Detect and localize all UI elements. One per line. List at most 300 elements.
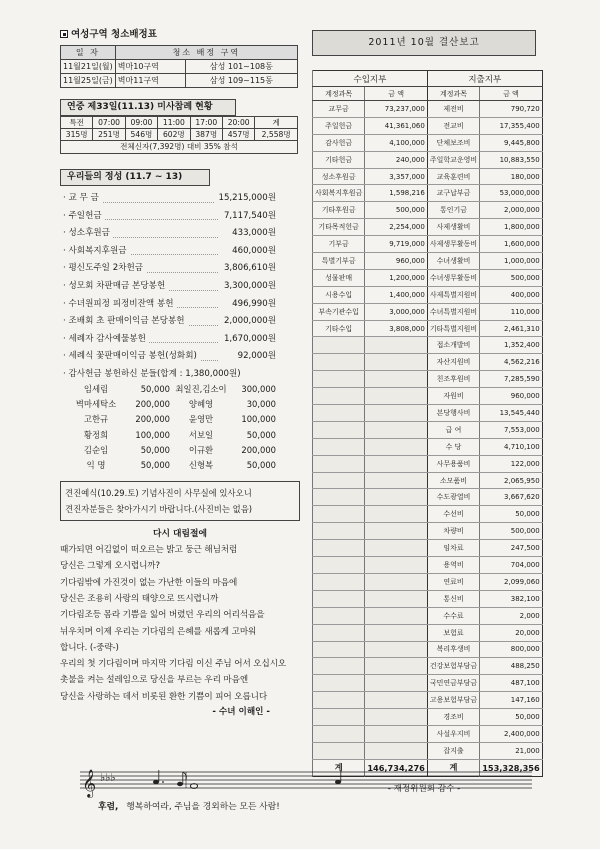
donor-name: 이규환 xyxy=(188,444,214,455)
income-account-empty xyxy=(313,472,365,489)
table-row xyxy=(68,443,288,458)
table-row xyxy=(313,185,543,202)
expense-account: 복리후생비 xyxy=(427,641,479,658)
table-row xyxy=(313,557,543,574)
expense-account: 수 당 xyxy=(427,438,479,455)
table-row xyxy=(313,692,543,709)
thanks-title: · 감사헌금 봉헌하신 분들(합계 : 1,380,000원) xyxy=(63,368,241,379)
expense-account: 단체보조비 xyxy=(427,134,479,151)
notice-line: 견진자분들은 찾아가시기 바랍니다.(사진비는 없음) xyxy=(65,504,253,515)
donation-list xyxy=(60,190,298,366)
expense-amount: 2,461,310 xyxy=(480,320,543,337)
income-account-empty xyxy=(313,540,365,557)
list-item xyxy=(60,278,298,296)
expense-account: 주일학교운영비 xyxy=(427,151,479,168)
expense-account: 기타특별지원비 xyxy=(427,320,479,337)
donation-amount: 3,300,000원 xyxy=(221,278,276,296)
expense-amount: 20,000 xyxy=(480,624,543,641)
donor-amount: 300,000 xyxy=(241,383,276,394)
poem-line: 당신은 그렇게 오시렵니까? xyxy=(60,561,160,572)
expense-amount: 247,500 xyxy=(480,540,543,557)
mass-header-cell: 17:00 xyxy=(190,117,222,129)
table-row xyxy=(313,489,543,506)
income-account-empty xyxy=(313,641,365,658)
finance-table xyxy=(312,70,543,777)
refrain-label: 후렴, xyxy=(98,802,119,812)
income-amount-empty xyxy=(365,624,428,641)
finance-title: 2011년 10월 결산보고 xyxy=(312,30,536,56)
list-item xyxy=(60,296,298,314)
table-row xyxy=(313,624,543,641)
expense-account: 접소개발비 xyxy=(427,337,479,354)
income-amount: 4,100,000 xyxy=(365,134,428,151)
note-icon xyxy=(177,782,183,786)
expense-header: 지출지부 xyxy=(427,71,542,87)
income-amount: 3,357,000 xyxy=(365,168,428,185)
left-column xyxy=(60,28,298,719)
income-account: 성물판매 xyxy=(313,269,365,286)
expense-amount: 9,445,800 xyxy=(480,134,543,151)
expense-amount: 2,400,000 xyxy=(480,725,543,742)
income-account: 기부금 xyxy=(313,236,365,253)
expense-amount: 50,000 xyxy=(480,506,543,523)
cleaning-header-date: 일 자 xyxy=(61,46,116,60)
music-notation xyxy=(62,764,538,804)
expense-account: 수수료 xyxy=(427,607,479,624)
donor-name: 양혜영 xyxy=(188,399,214,410)
table-row xyxy=(313,303,543,320)
income-account: 교무금 xyxy=(313,101,365,118)
table-row xyxy=(313,117,543,134)
donation-amount: 7,117,540원 xyxy=(221,208,276,226)
table-row xyxy=(313,354,543,371)
table-row xyxy=(313,675,543,692)
expense-account: 고용보험부담금 xyxy=(427,692,479,709)
income-amount-empty xyxy=(365,455,428,472)
expense-account: 수도광열비 xyxy=(427,489,479,506)
list-item xyxy=(60,225,298,243)
finance-signature: - 재정위원회 감수 - xyxy=(387,783,461,794)
donation-amount: 460,000원 xyxy=(229,243,276,261)
expense-account: 건강보험부담금 xyxy=(427,658,479,675)
poem-author: - 수녀 이해인 - xyxy=(212,707,270,718)
mass-table xyxy=(60,116,298,141)
expense-subheader-amount: 금 액 xyxy=(480,87,543,101)
notice-line: 견진예식(10.29.토) 기념사진이 사무실에 있사오니 xyxy=(65,488,252,499)
table-row xyxy=(313,658,543,675)
expense-amount: 2,000,000 xyxy=(480,202,543,219)
total-label: 계 xyxy=(313,759,365,776)
mass-total: 전체신자(7,392명) 대비 35% 참석 xyxy=(60,141,298,154)
expense-account: 제전비 xyxy=(427,101,479,118)
donor-amount: 100,000 xyxy=(135,429,170,440)
income-account: 시용수입 xyxy=(313,286,365,303)
income-amount: 1,200,000 xyxy=(365,269,428,286)
income-account-empty xyxy=(313,573,365,590)
poem-line: 우리의 첫 기다림이며 마지막 기다림 이신 주님 어서 오십시오 xyxy=(60,659,287,670)
cleaning-title: 여성구역 청소배정표 xyxy=(60,28,298,42)
income-account-empty xyxy=(313,388,365,405)
income-amount-empty xyxy=(365,607,428,624)
income-account-empty xyxy=(313,421,365,438)
table-row xyxy=(313,641,543,658)
expense-account: 연료비 xyxy=(427,573,479,590)
table-row xyxy=(313,455,543,472)
table-row xyxy=(61,60,298,74)
mass-header-cell: 20:00 xyxy=(222,117,254,129)
list-item xyxy=(60,190,298,208)
income-account: 사회복지후원금 xyxy=(313,185,365,202)
refrain xyxy=(98,799,280,812)
expense-account: 수녀특별지원비 xyxy=(427,303,479,320)
donor-amount: 50,000 xyxy=(140,383,170,394)
table-row xyxy=(68,382,288,397)
cleaning-date: 11월21일(월) xyxy=(61,60,116,74)
income-account-empty xyxy=(313,489,365,506)
table-row xyxy=(313,236,543,253)
income-amount-empty xyxy=(365,405,428,422)
list-item xyxy=(60,348,298,366)
thanks-list xyxy=(68,382,288,473)
income-account: 기타헌금 xyxy=(313,151,365,168)
expense-amount: 4,562,216 xyxy=(480,354,543,371)
expense-account: 차량비 xyxy=(427,523,479,540)
income-amount: 73,237,000 xyxy=(365,101,428,118)
mass-value-cell: 315명 xyxy=(61,129,93,141)
devotion-title: 우리들의 정성 (11.7 ~ 13) xyxy=(60,169,210,186)
mass-header-cell: 09:00 xyxy=(125,117,157,129)
donation-label: · 성모회 차판매금 본당봉헌 xyxy=(63,278,168,296)
income-amount: 960,000 xyxy=(365,253,428,270)
income-account: 기타목적헌금 xyxy=(313,219,365,236)
table-row xyxy=(68,412,288,427)
donation-label: · 수녀원피정 피정비잔액 봉헌 xyxy=(63,296,177,314)
expense-amount: 4,710,100 xyxy=(480,438,543,455)
income-amount-empty xyxy=(365,641,428,658)
music-staff xyxy=(62,764,538,824)
table-row xyxy=(313,472,543,489)
poem-line: 기다림조등 몸라 기쁨을 잃어 버렸던 우리의 어리석음을 xyxy=(60,610,265,621)
income-amount-empty xyxy=(365,692,428,709)
donor-amount: 30,000 xyxy=(246,399,276,410)
income-account-empty xyxy=(313,438,365,455)
donation-amount: 15,215,000원 xyxy=(215,190,276,208)
table-row xyxy=(68,458,288,473)
flat-icon: ♭♭♭ xyxy=(100,771,116,784)
devotion-section xyxy=(60,169,298,473)
income-account-empty xyxy=(313,624,365,641)
donation-amount: 92,000원 xyxy=(235,348,276,366)
income-amount-empty xyxy=(365,557,428,574)
cleaning-header-row xyxy=(61,46,298,60)
income-account: 감사헌금 xyxy=(313,134,365,151)
donation-label: · 성소후원금 xyxy=(63,225,113,243)
donation-amount: 2,000,000원 xyxy=(221,313,276,331)
table-row xyxy=(313,269,543,286)
expense-amount: 7,553,000 xyxy=(480,421,543,438)
expense-amount: 7,285,590 xyxy=(480,371,543,388)
poem xyxy=(60,527,300,719)
donor-amount: 50,000 xyxy=(246,429,276,440)
donation-label: · 세례식 꽃판매이익금 봉헌(성화회) xyxy=(63,348,200,366)
expense-amount: 500,000 xyxy=(480,523,543,540)
mass-header-cell: 계 xyxy=(255,117,298,129)
donor-name: 벽마세탁소 xyxy=(75,399,117,410)
expense-account: 교구납부금 xyxy=(427,185,479,202)
income-amount-empty xyxy=(365,523,428,540)
income-account-empty xyxy=(313,557,365,574)
mass-title: 연중 제33일(11.13) 미사참례 현황 xyxy=(60,99,236,116)
table-row xyxy=(313,286,543,303)
income-amount-empty xyxy=(365,371,428,388)
expense-amount: 2,065,950 xyxy=(480,472,543,489)
income-amount: 2,254,000 xyxy=(365,219,428,236)
table-row xyxy=(68,428,288,443)
expense-account: 사제생무활동비 xyxy=(427,236,479,253)
income-account-empty xyxy=(313,506,365,523)
list-item xyxy=(60,243,298,261)
expense-amount: 147,160 xyxy=(480,692,543,709)
mass-value-cell: 602명 xyxy=(158,129,190,141)
income-account-empty xyxy=(313,455,365,472)
table-row xyxy=(313,607,543,624)
income-account: 주일헌금 xyxy=(313,117,365,134)
table-row xyxy=(313,573,543,590)
table-row xyxy=(313,523,543,540)
expense-account: 교육훈련비 xyxy=(427,168,479,185)
expense-amount: 1,352,400 xyxy=(480,337,543,354)
expense-amount: 2,000 xyxy=(480,607,543,624)
cleaning-header-district: 청소 배정 구역 xyxy=(115,46,297,60)
donation-amount: 433,000원 xyxy=(229,225,276,243)
table-row xyxy=(61,74,298,88)
expense-account: 용역비 xyxy=(427,557,479,574)
donation-label: · 평신도주일 2차헌금 xyxy=(63,260,146,278)
list-item xyxy=(60,208,298,226)
income-amount-empty xyxy=(365,725,428,742)
donor-amount: 50,000 xyxy=(140,459,170,470)
finance-subheader-row xyxy=(313,87,543,101)
income-amount-empty xyxy=(365,540,428,557)
expense-account: 사무용품비 xyxy=(427,455,479,472)
cleaning-date: 11월25일(금) xyxy=(61,74,116,88)
expense-amount: 500,000 xyxy=(480,269,543,286)
mass-header-cell: 07:00 xyxy=(93,117,125,129)
income-amount-empty xyxy=(365,354,428,371)
expense-account: 친조후원비 xyxy=(427,371,479,388)
expense-amount: 2,099,060 xyxy=(480,573,543,590)
expense-amount: 180,000 xyxy=(480,168,543,185)
expense-account: 본당행사비 xyxy=(427,405,479,422)
income-account-empty xyxy=(313,725,365,742)
expense-amount: 1,000,000 xyxy=(480,253,543,270)
donor-name: 윤영만 xyxy=(188,414,214,425)
income-amount: 1,598,216 xyxy=(365,185,428,202)
list-item xyxy=(60,331,298,349)
table-row xyxy=(313,134,543,151)
expense-amount: 53,000,000 xyxy=(480,185,543,202)
expense-amount: 800,000 xyxy=(480,641,543,658)
expense-amount: 110,000 xyxy=(480,303,543,320)
income-header: 수입지부 xyxy=(313,71,428,87)
expense-account: 사제생활비 xyxy=(427,219,479,236)
income-amount-empty xyxy=(365,421,428,438)
poem-line: 당신은 조용히 사랑의 태양으로 뜨시렵니까 xyxy=(60,593,219,604)
table-row xyxy=(313,320,543,337)
expense-amount: 1,600,000 xyxy=(480,236,543,253)
expense-account: 잡지출 xyxy=(427,742,479,759)
table-row xyxy=(313,742,543,759)
mass-header-cell: 11:00 xyxy=(158,117,190,129)
mass-value-cell: 387명 xyxy=(190,129,222,141)
table-row xyxy=(313,725,543,742)
table-row xyxy=(313,405,543,422)
mass-value-row xyxy=(61,129,298,141)
income-amount-empty xyxy=(365,472,428,489)
table-row xyxy=(313,101,543,118)
right-column xyxy=(312,30,540,797)
income-account-empty xyxy=(313,742,365,759)
note-icon xyxy=(153,780,159,784)
expense-account: 수선비 xyxy=(427,506,479,523)
table-row xyxy=(313,709,543,726)
expense-amount: 17,355,400 xyxy=(480,117,543,134)
table-row xyxy=(313,388,543,405)
income-amount-empty xyxy=(365,388,428,405)
donor-amount: 100,000 xyxy=(241,414,276,425)
poem-line: 뉘우치며 이제 우리는 기다림의 은혜를 새롭게 고마워 xyxy=(60,626,257,637)
finance-header-row xyxy=(313,71,543,87)
donor-amount: 200,000 xyxy=(135,414,170,425)
income-amount: 9,719,000 xyxy=(365,236,428,253)
income-subheader-amount: 금 액 xyxy=(365,87,428,101)
table-row xyxy=(313,337,543,354)
expense-amount: 10,883,550 xyxy=(480,151,543,168)
expense-account: 경조비 xyxy=(427,709,479,726)
expense-account: 자산지원비 xyxy=(427,354,479,371)
expense-amount: 704,000 xyxy=(480,557,543,574)
total-label: 계 xyxy=(427,759,479,776)
expense-amount: 50,000 xyxy=(480,709,543,726)
expense-total: 153,328,356 xyxy=(480,759,543,776)
income-account-empty xyxy=(313,607,365,624)
expense-amount: 400,000 xyxy=(480,286,543,303)
income-account: 기타수입 xyxy=(313,320,365,337)
donation-amount: 3,806,610원 xyxy=(221,260,276,278)
income-account-empty xyxy=(313,337,365,354)
income-amount-empty xyxy=(365,742,428,759)
note-icon xyxy=(335,780,341,784)
donation-amount: 1,670,000원 xyxy=(221,331,276,349)
list-item xyxy=(60,313,298,331)
donor-amount: 50,000 xyxy=(246,459,276,470)
cleaning-detail: 삼성 109~115동 xyxy=(185,74,297,88)
donor-name: 신형복 xyxy=(188,459,214,470)
income-account-empty xyxy=(313,405,365,422)
table-row xyxy=(313,253,543,270)
cleaning-district: 벽마11구역 xyxy=(115,74,185,88)
income-amount-empty xyxy=(365,506,428,523)
expense-account: 사설우지비 xyxy=(427,725,479,742)
donation-label: · 세례자 감사예물봉헌 xyxy=(63,331,149,349)
table-row xyxy=(313,590,543,607)
expense-account: 급 여 xyxy=(427,421,479,438)
mass-attendance-box xyxy=(60,99,298,154)
poem-line: 촛불을 켜는 설레임으로 당신을 부르는 우리 마음엔 xyxy=(60,675,249,686)
table-row xyxy=(68,397,288,412)
income-account-empty xyxy=(313,590,365,607)
table-row xyxy=(313,506,543,523)
expense-amount: 122,000 xyxy=(480,455,543,472)
income-account-empty xyxy=(313,354,365,371)
income-account: 성소후원금 xyxy=(313,168,365,185)
income-amount: 3,808,000 xyxy=(365,320,428,337)
income-amount-empty xyxy=(365,337,428,354)
expense-account: 보험료 xyxy=(427,624,479,641)
poem-title: 다시 대림절에 xyxy=(152,529,208,540)
expense-amount: 960,000 xyxy=(480,388,543,405)
treble-clef-icon: 𝄞 xyxy=(82,769,97,797)
income-amount-empty xyxy=(365,675,428,692)
donor-name: 황정희 xyxy=(83,429,109,440)
donor-name: 임세림 xyxy=(83,383,109,394)
table-row xyxy=(313,168,543,185)
income-amount: 41,361,060 xyxy=(365,117,428,134)
expense-subheader-account: 계정과목 xyxy=(427,87,479,101)
income-account-empty xyxy=(313,658,365,675)
mass-header-row xyxy=(61,117,298,129)
mass-value-cell: 2,558명 xyxy=(255,129,298,141)
donor-amount: 200,000 xyxy=(135,399,170,410)
expense-amount: 487,100 xyxy=(480,675,543,692)
income-account-empty xyxy=(313,709,365,726)
income-account-empty xyxy=(313,675,365,692)
square-bullet-icon xyxy=(60,30,68,38)
expense-account: 소모품비 xyxy=(427,472,479,489)
poem-line: 합니다. (-중략-) xyxy=(60,642,119,653)
income-amount-empty xyxy=(365,709,428,726)
expense-amount: 488,250 xyxy=(480,658,543,675)
list-item xyxy=(60,260,298,278)
table-row xyxy=(313,371,543,388)
donation-label: · 교 무 금 xyxy=(63,190,102,208)
expense-account: 자원비 xyxy=(427,388,479,405)
table-row xyxy=(313,438,543,455)
income-account: 기타후원금 xyxy=(313,202,365,219)
cleaning-detail: 삼성 101~108동 xyxy=(185,60,297,74)
poem-line: 때가되면 어김없이 떠오르는 밝고 둥근 해님처럼 xyxy=(60,545,238,556)
income-subheader-account: 계정과목 xyxy=(313,87,365,101)
expense-account: 국민연금부담금 xyxy=(427,675,479,692)
income-total: 146,734,276 xyxy=(365,759,428,776)
expense-account: 전교비 xyxy=(427,117,479,134)
donation-amount: 496,990원 xyxy=(229,296,276,314)
expense-account: 사제특별지원비 xyxy=(427,286,479,303)
expense-amount: 1,800,000 xyxy=(480,219,543,236)
income-amount-empty xyxy=(365,438,428,455)
table-row xyxy=(313,151,543,168)
poem-line: 기다림밖에 가진것이 없는 가난한 이들의 마음에 xyxy=(60,577,238,588)
expense-account: 임차료 xyxy=(427,540,479,557)
income-amount: 240,000 xyxy=(365,151,428,168)
expense-amount: 13,545,440 xyxy=(480,405,543,422)
notice-box xyxy=(60,481,300,521)
donation-label: · 조배회 초 판매이익금 본당봉헌 xyxy=(63,313,188,331)
donor-name: 최일진,김소이 xyxy=(175,383,227,394)
income-amount-empty xyxy=(365,489,428,506)
expense-account: 통인기금 xyxy=(427,202,479,219)
donor-name: 김순임 xyxy=(83,444,109,455)
